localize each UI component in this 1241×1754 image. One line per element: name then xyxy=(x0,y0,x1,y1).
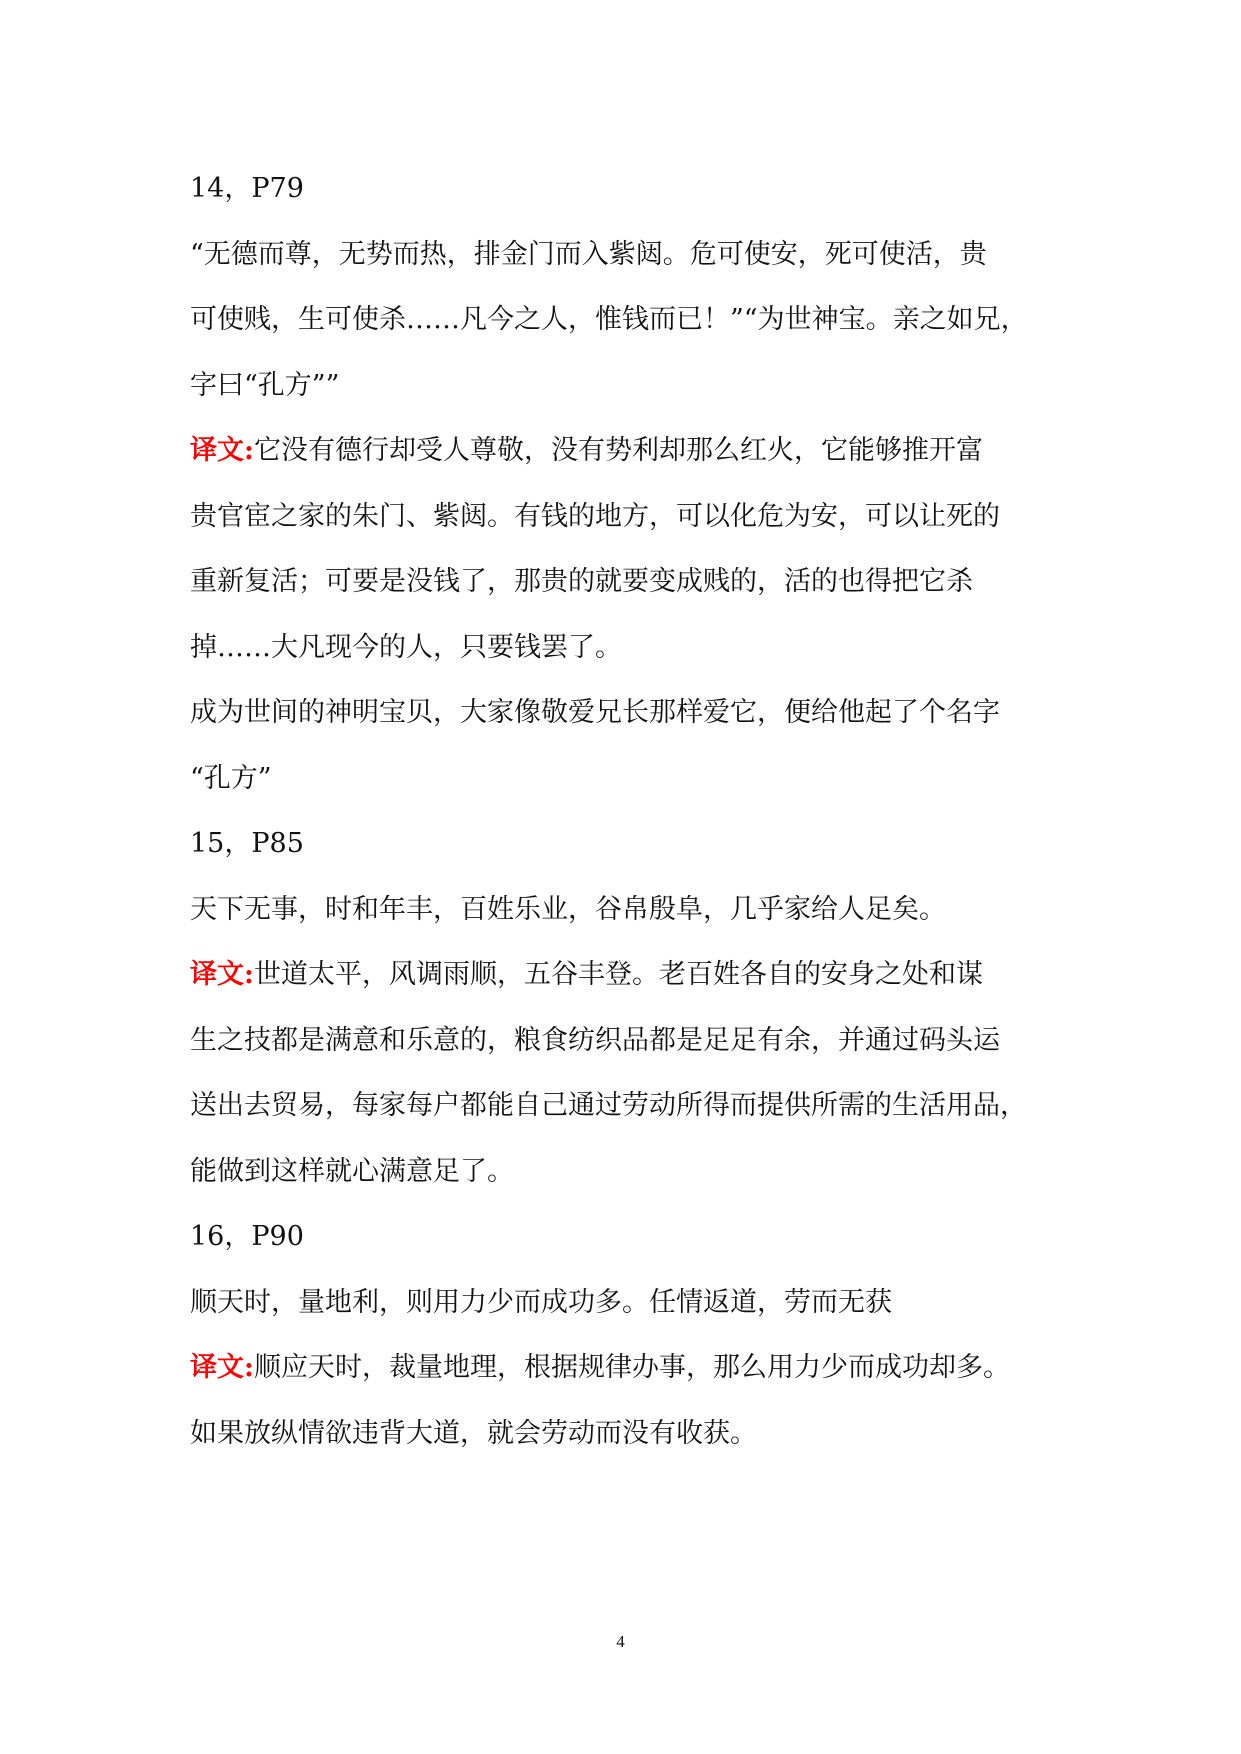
translation-line: 掉……大凡现今的人，只要钱罢了。 xyxy=(190,631,622,663)
translation-text: 世道太平，风调雨顺，五谷丰登。老百姓各自的安身之处和谋 xyxy=(253,959,983,990)
translation-line: 如果放纵情欲违背大道，就会劳动而没有收获。 xyxy=(190,1417,757,1449)
translation-line: 能做到这样就心满意足了。 xyxy=(190,1155,514,1187)
translation-line: 生之技都是满意和乐意的，粮食纺织品都是足足有余，并通过码头运 xyxy=(190,1024,1000,1056)
original-text-line: 顺天时，量地利，则用力少而成功多。任情返道，劳而无获 xyxy=(190,1286,892,1318)
page-number: 4 xyxy=(616,1632,625,1651)
translation-line: 送出去贸易，每家每户都能自己通过劳动所得而提供所需的生活用品， xyxy=(190,1090,1027,1121)
translation-text: 它没有德行却受人尊敬，没有势利却那么红火，它能够推开富 xyxy=(253,435,983,466)
section-heading: 15，P85 xyxy=(190,828,304,859)
original-text-line: 字曰“孔方”” xyxy=(190,369,340,401)
translation-line: 成为世间的神明宝贝，大家像敬爱兄长那样爱它，便给他起了个名字 xyxy=(190,697,1000,728)
translation-line: 重新复活；可要是没钱了，那贵的就要变成贱的，活的也得把它杀 xyxy=(190,566,973,597)
original-text-line: 可使贱，生可使杀……凡今之人，惟钱而已！”“为世神宝。亲之如兄， xyxy=(190,304,1028,335)
translation-line: “孔方” xyxy=(190,762,272,794)
translation-label: 译文: xyxy=(190,1352,254,1383)
translation-line: 贵官宦之家的朱门、紫闼。有钱的地方，可以化危为安，可以让死的 xyxy=(190,500,1000,532)
translation-line xyxy=(190,1335,1070,1401)
original-text-line: “无德而尊，无势而热，排金门而入紫闼。危可使安，死可使活，贵 xyxy=(190,238,987,270)
translation-line xyxy=(190,942,1070,1008)
section-heading: 14，P79 xyxy=(190,173,304,204)
section-heading: 16，P90 xyxy=(190,1221,304,1252)
original-text-line: 天下无事，时和年丰，百姓乐业，谷帛殷阜，几乎家给人足矣。 xyxy=(190,893,946,925)
translation-line xyxy=(190,418,1070,484)
translation-label: 译文: xyxy=(190,959,254,990)
translation-text: 顺应天时，裁量地理，根据规律办事，那么用力少而成功却多。 xyxy=(253,1352,1010,1383)
document-body xyxy=(190,156,1070,1466)
translation-label: 译文: xyxy=(190,435,254,466)
